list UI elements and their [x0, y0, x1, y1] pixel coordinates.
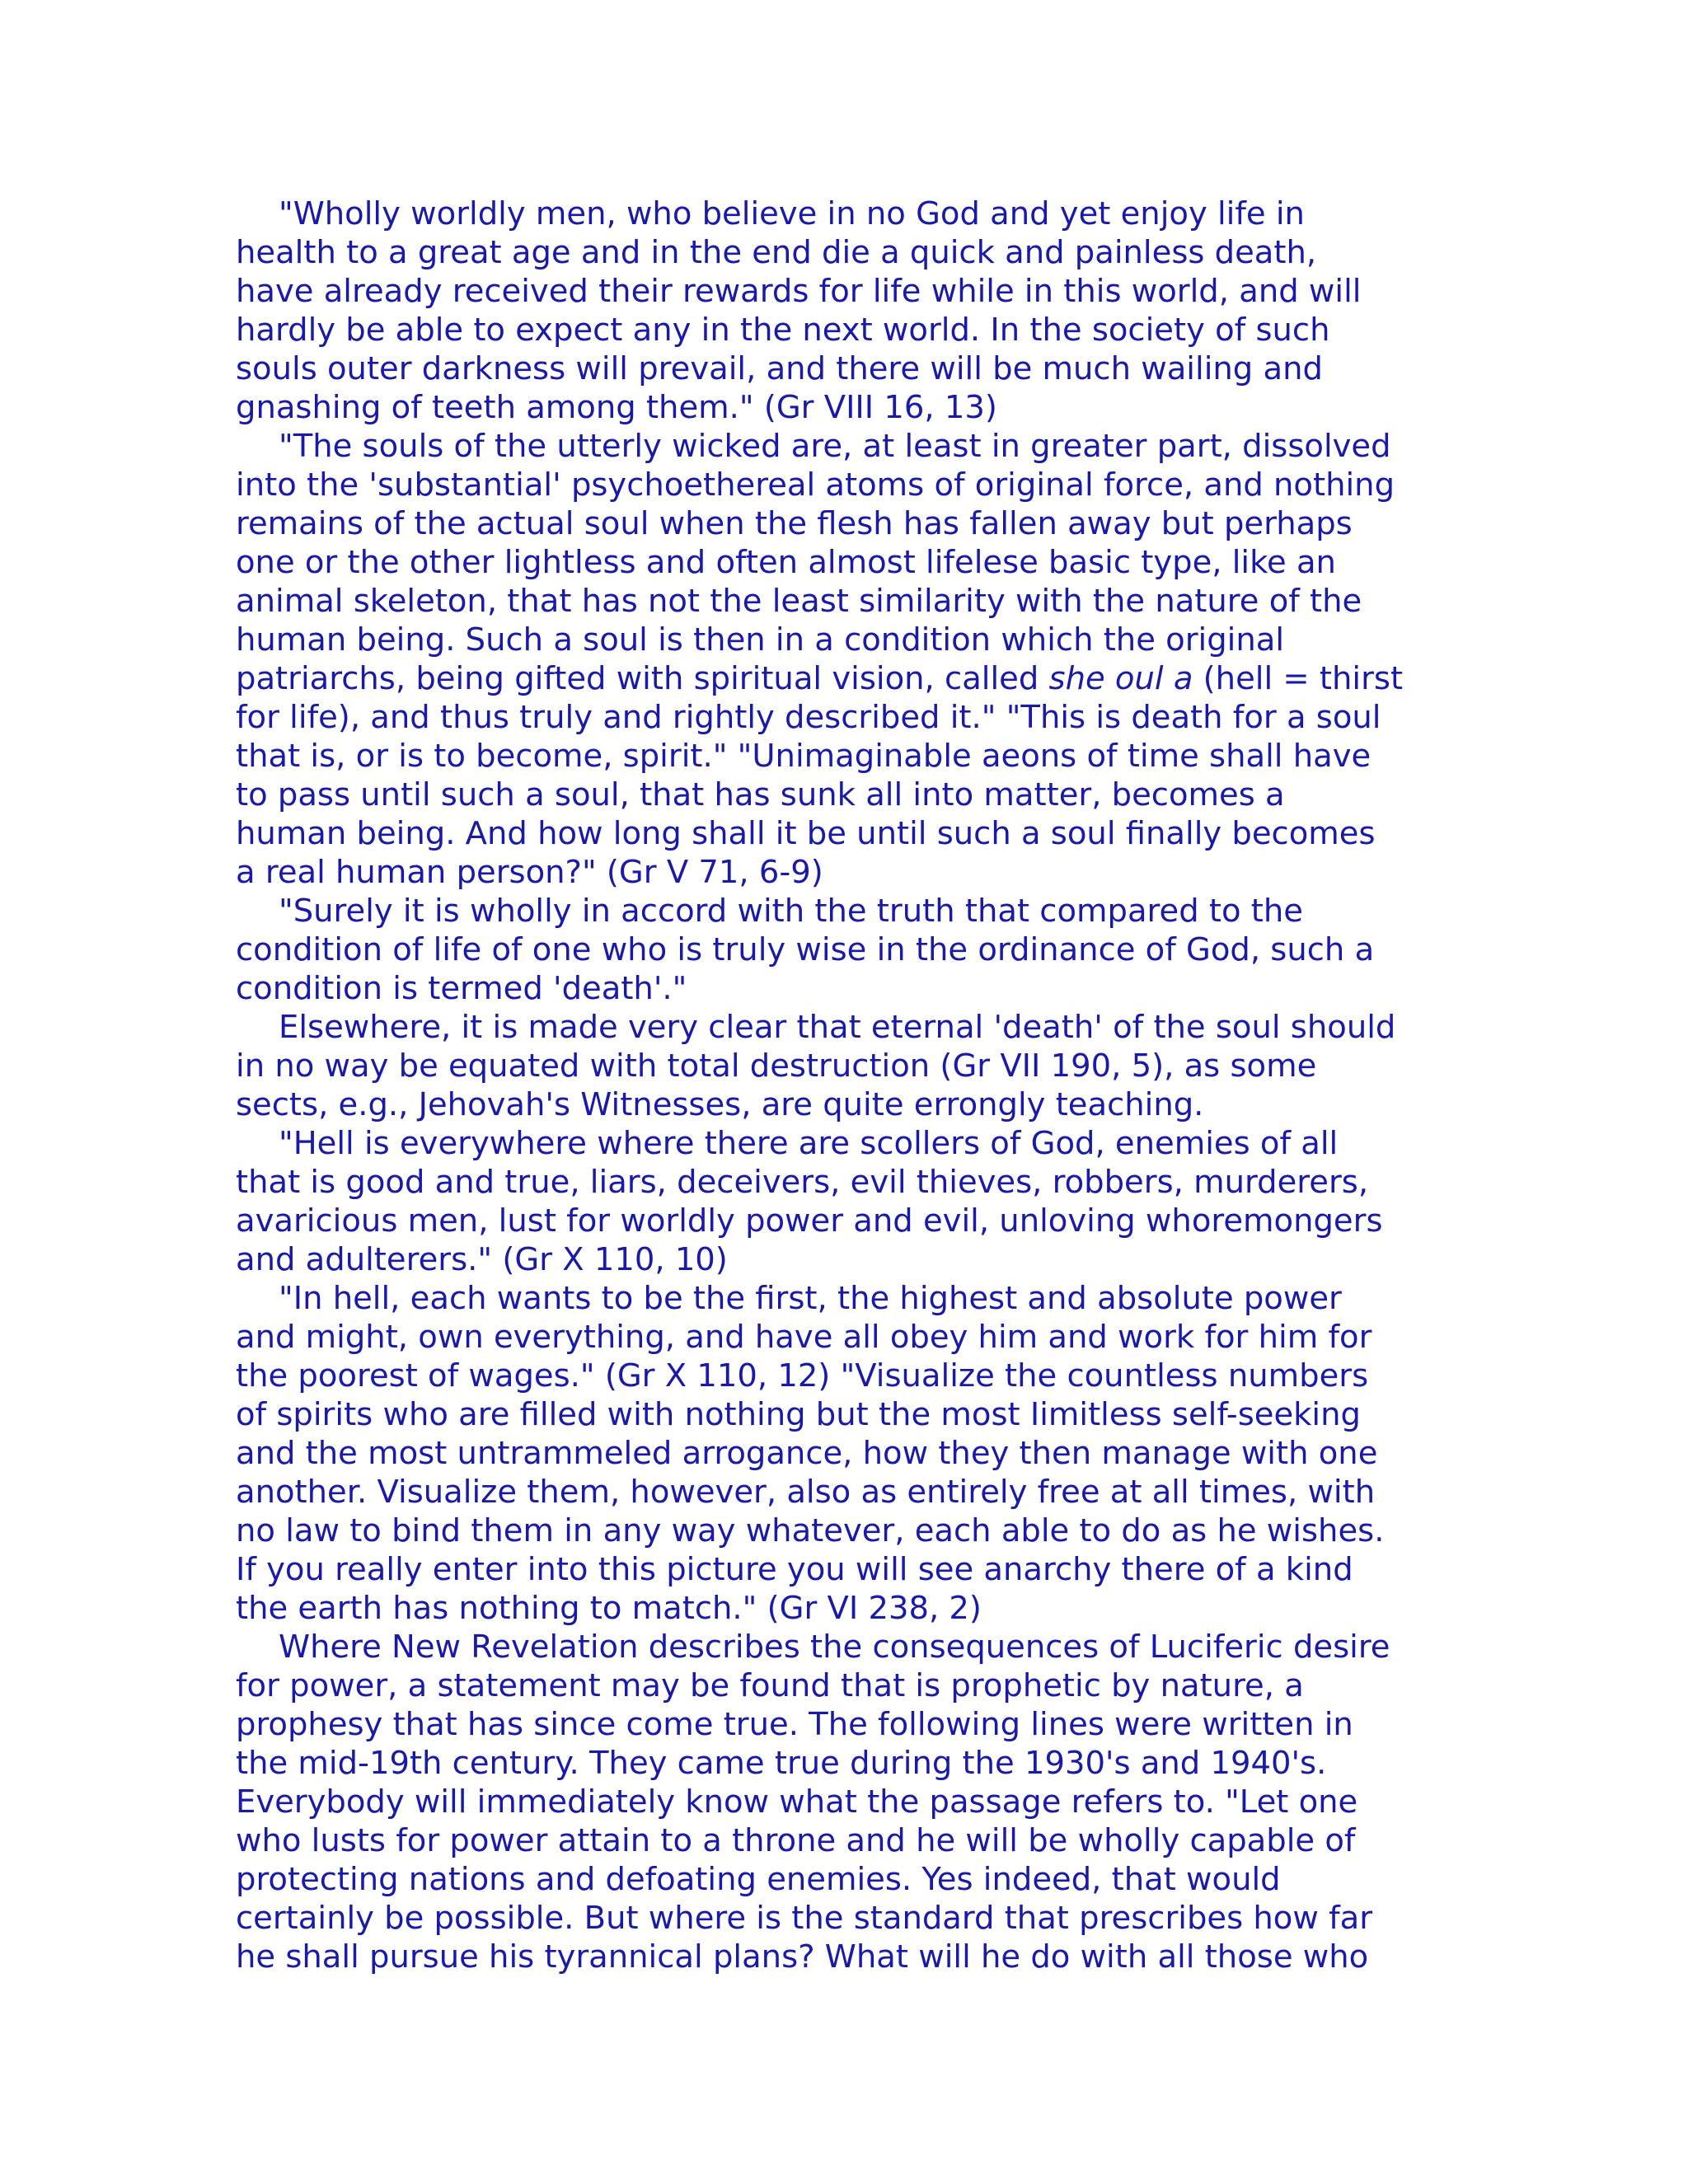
text-line: souls outer darkness will prevail, and there will be much wailing and [236, 350, 1323, 387]
text-line-with-italic [236, 659, 1456, 698]
text-segment: patriarchs, being gifted with spiritual vision, called [236, 660, 1049, 697]
paragraph-1 [236, 194, 1456, 427]
text-line: health to a great age and in the end die a quick and painless death, [236, 234, 1317, 271]
text-line: he shall pursue his tyrannical plans? What will he do with all those who [236, 1938, 1369, 1975]
paragraph-7 [236, 1628, 1456, 1976]
text-line: "Hell is everywhere where there are scollers of God, enemies of all [279, 1125, 1339, 1162]
text-line: Where New Revelation describes the consequences of Luciferic desire [279, 1629, 1390, 1666]
text-line: condition of life of one who is truly wise in the ordinance of God, such a [236, 931, 1375, 968]
text-line: sects, e.g., Jehovah's Witnesses, are quite errongly teaching. [236, 1086, 1204, 1123]
text-line: hardly be able to expect any in the next world. In the society of such [236, 312, 1330, 349]
text-line: animal skeleton, that has not the least similarity with the nature of the [236, 583, 1362, 620]
text-line: to pass until such a soul, that has sunk all into matter, becomes a [236, 776, 1285, 813]
text-line: in no way be equated with total destruction (Gr VII 190, 5), as some [236, 1047, 1317, 1085]
paragraph-5 [236, 1124, 1456, 1279]
text-segment: (hell = thirst [1193, 660, 1404, 697]
text-line: who lusts for power attain to a throne and he will be wholly capable of [236, 1822, 1356, 1859]
text-line: "Surely it is wholly in accord with the truth that compared to the [279, 893, 1303, 930]
text-line: "The souls of the utterly wicked are, at least in greater part, dissolved [279, 428, 1391, 465]
text-line: and might, own everything, and have all obey him and work for him for [236, 1319, 1372, 1356]
text-line: protecting nations and defoating enemies. Yes indeed, that would [236, 1861, 1281, 1898]
paragraph-4 [236, 1008, 1456, 1124]
text-line: avaricious men, lust for worldly power and evil, unloving whoremongers [236, 1202, 1383, 1240]
text-line: prophesy that has since come true. The following lines were written in [236, 1706, 1353, 1743]
text-line: the mid-19th century. They came true during the 1930's and 1940's. [236, 1745, 1327, 1782]
text-line: for power, a statement may be found that is prophetic by nature, a [236, 1667, 1304, 1704]
text-line: the poorest of wages." (Gr X 110, 12) "Visualize the countless numbers [236, 1357, 1369, 1394]
text-line: for life), and thus truly and rightly described it." "This is death for a soul [236, 699, 1381, 736]
text-line: If you really enter into this picture you will see anarchy there of a kind [236, 1551, 1353, 1588]
text-line: and adulterers." (Gr X 110, 10) [236, 1241, 728, 1278]
text-line: "In hell, each wants to be the first, the highest and absolute power [279, 1280, 1342, 1317]
document-page [236, 194, 1456, 1976]
text-line: of spirits who are filled with nothing but the most Iimitless self-seeking [236, 1396, 1361, 1433]
text-line: no law to bind them in any way whatever, each able to do as he wishes. [236, 1512, 1385, 1549]
text-line: that is good and true, liars, deceivers, evil thieves, robbers, murderers, [236, 1164, 1369, 1201]
text-line: "Wholly worldly men, who believe in no God and yet enjoy life in [279, 195, 1305, 232]
text-line: human being. And how long shall it be until such a soul finally becomes [236, 815, 1376, 852]
text-line: human being. Such a soul is then in a condition which the original [236, 621, 1285, 658]
paragraph-6 [236, 1279, 1456, 1628]
text-line: Everybody will immediately know what the passage refers to. "Let one [236, 1783, 1358, 1821]
text-line: and the most untrammeled arrogance, how they then manage with one [236, 1435, 1378, 1472]
text-line: certainly be possible. But where is the standard that prescribes how far [236, 1900, 1373, 1937]
text-line: into the 'substantial' psychoethereal atoms of original force, and nothing [236, 466, 1395, 504]
text-line: have already received their rewards for life while in this world, and will [236, 273, 1362, 310]
text-line: condition is termed 'death'." [236, 970, 687, 1007]
text-line: that is, or is to become, spirit." "Unimaginable aeons of time shall have [236, 738, 1372, 775]
text-line: remains of the actual soul when the flesh has fallen away but perhaps [236, 505, 1353, 542]
italic-term: she oul a [1048, 660, 1193, 697]
text-line: gnashing of teeth among them." (Gr VIII 16, 13) [236, 389, 997, 426]
text-line: Elsewhere, it is made very clear that eternal 'death' of the soul should [279, 1009, 1396, 1046]
paragraph-3 [236, 892, 1456, 1008]
text-line: another. Visualize them, however, also as entirely free at all times, with [236, 1474, 1376, 1511]
paragraph-2 [236, 427, 1456, 892]
text-line: a real human person?" (Gr V 71, 6-9) [236, 854, 823, 891]
text-line: the earth has nothing to match." (Gr VI 238, 2) [236, 1590, 982, 1627]
text-line: one or the other lightless and often almost lifelese basic type, like an [236, 544, 1336, 581]
